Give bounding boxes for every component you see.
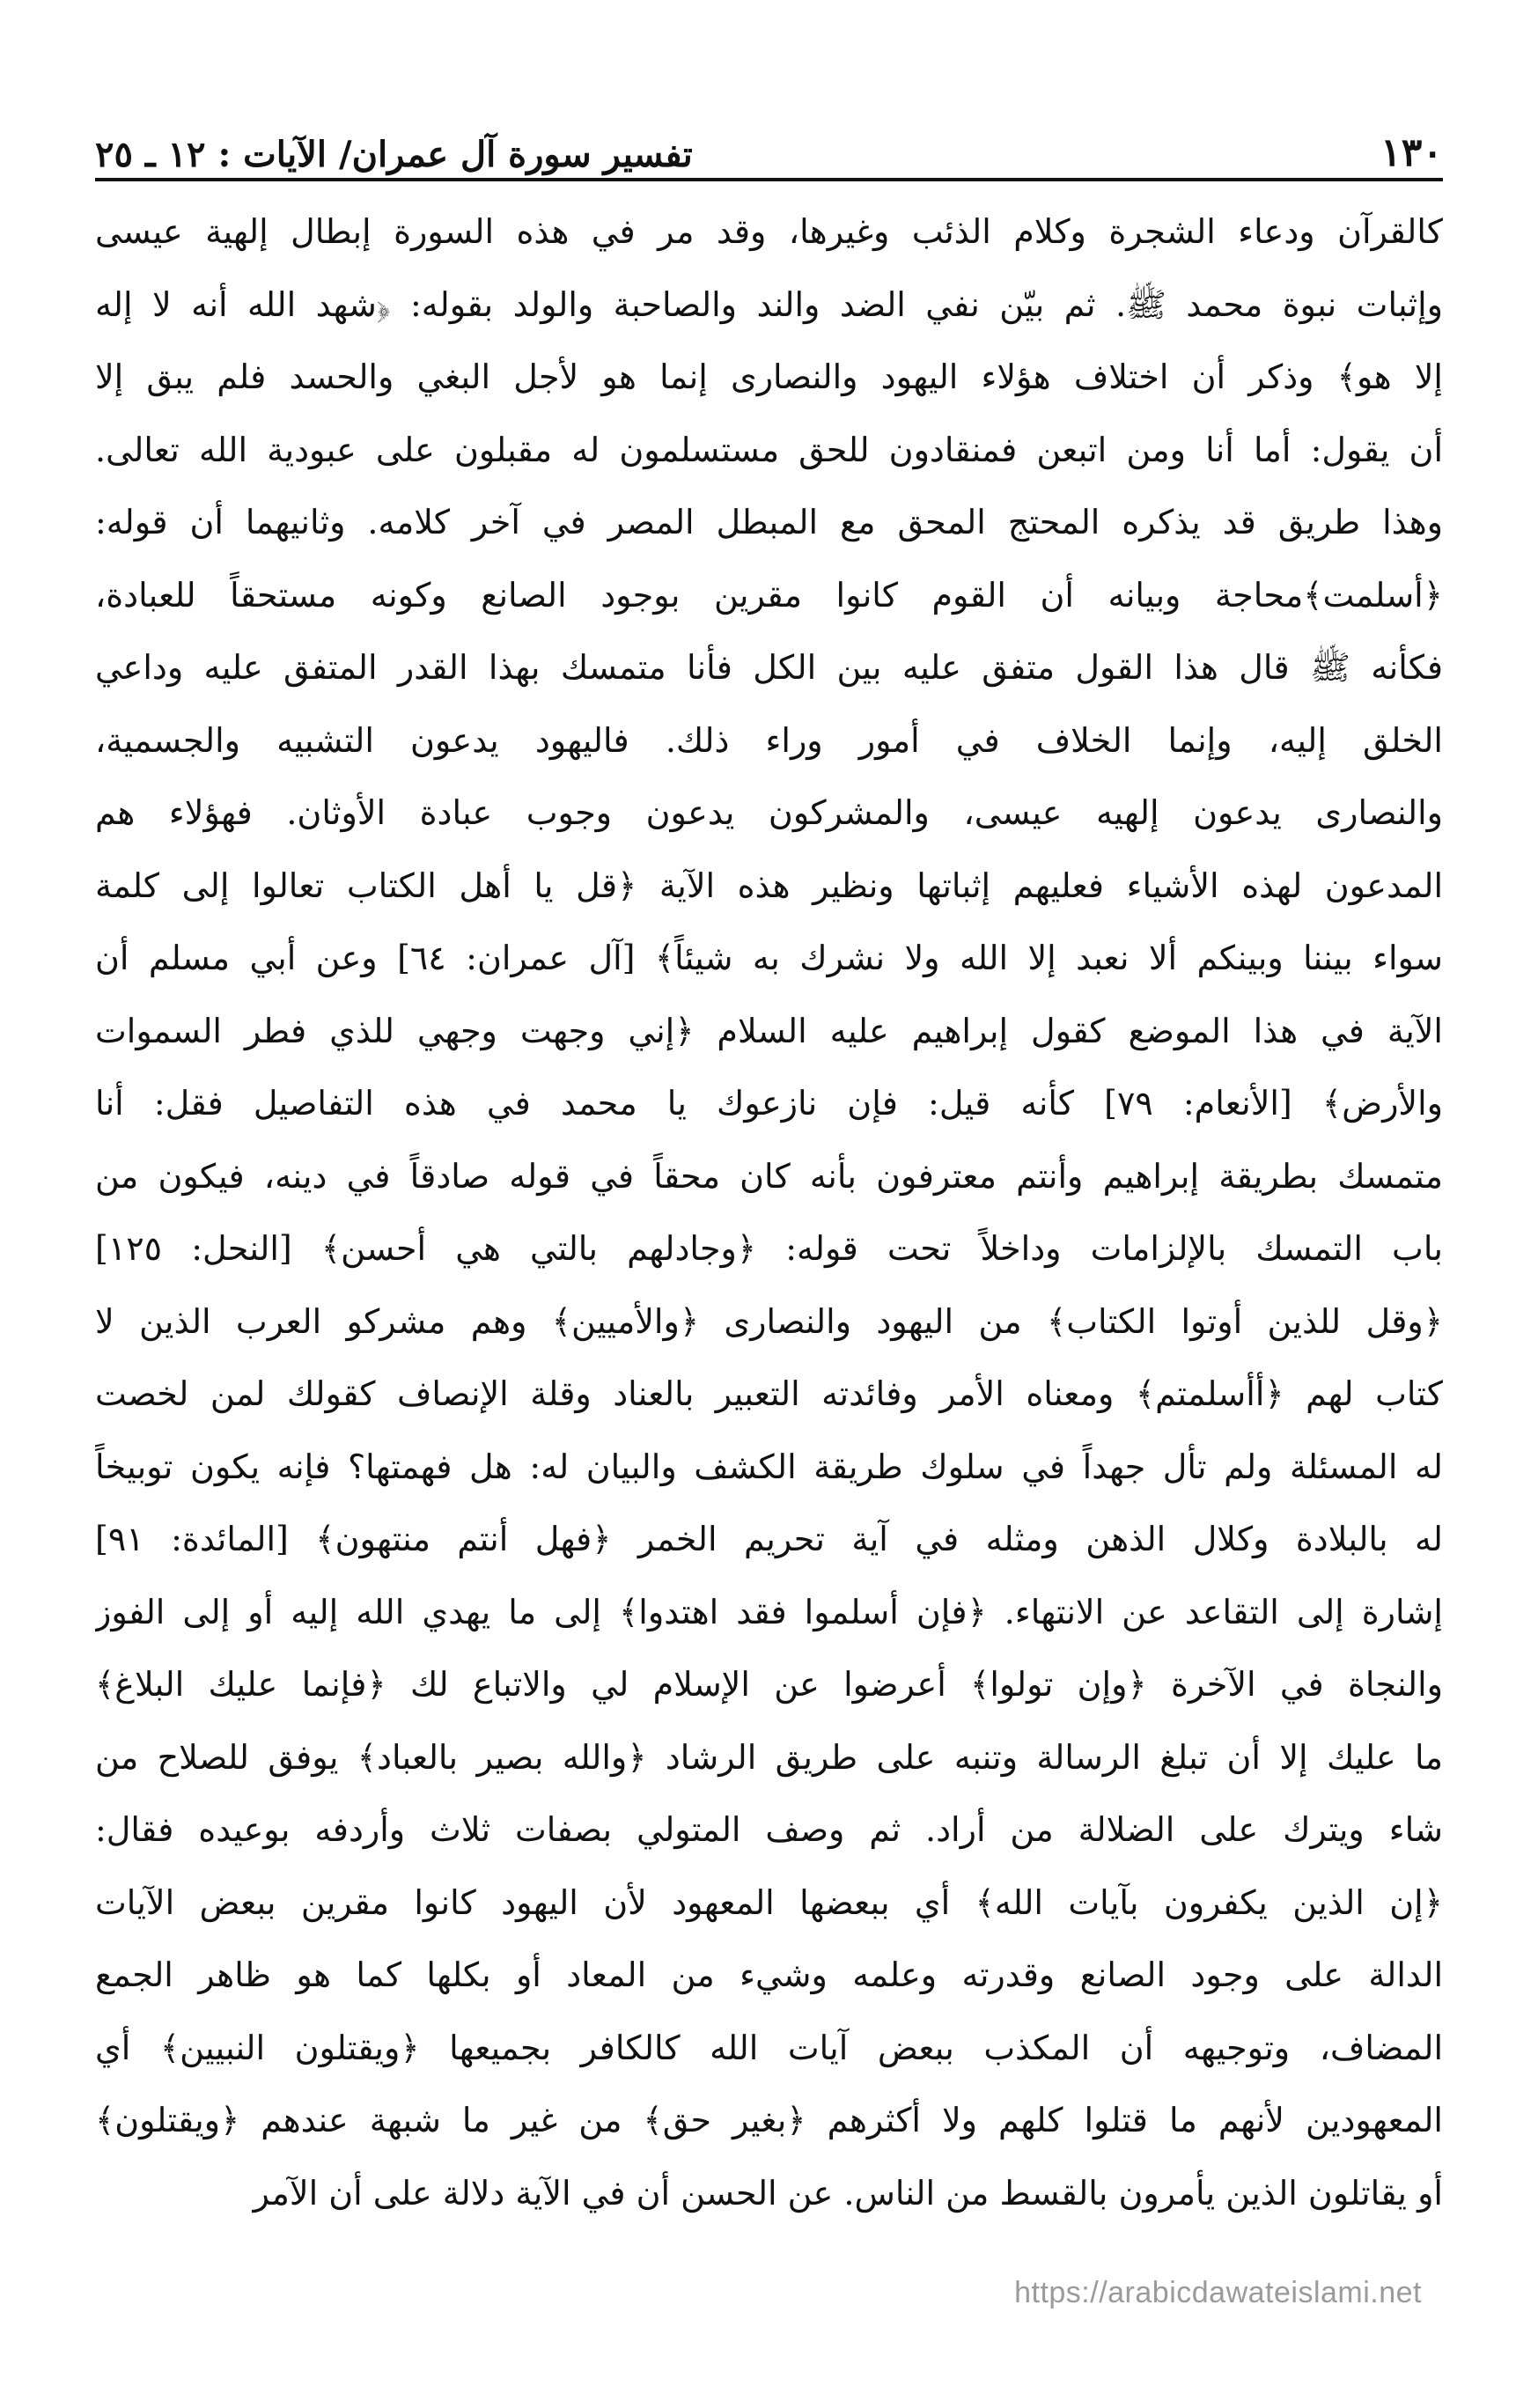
text-line: أن يقول: أما أنا ومن اتبعن فمنقادون للحق مستسلمون له مقبلون على عبودية الله تعالى. xyxy=(95,430,1443,469)
text-line: والنصارى يدعون إلهيه عيسى، والمشركون يدعون وجوب عبادة الأوثان. فهؤلاء هم xyxy=(95,793,1443,832)
running-title: تفسير سورة آل عمران/ الآيات : ١٢ ـ ٢٥ xyxy=(95,134,693,175)
running-header xyxy=(95,106,1443,173)
text-line: الدالة على وجود الصانع وقدرته وعلمه وشيء من المعاد أو بكلها كما هو ظاهر الجمع xyxy=(95,1955,1443,1994)
text-line: له المسئلة ولم تأل جهداً في سلوك طريقة الكشف والبيان له: هل فهمتها؟ فإنه يكون توبيخاً xyxy=(95,1447,1443,1486)
text-line: كتاب لهم ﴿أأسلمتم﴾ ومعناه الأمر وفائدته التعبير بالعناد وقلة الإنصاف كقولك لمن لخصت xyxy=(95,1374,1443,1413)
text-line: الآية في هذا الموضع كقول إبراهيم عليه السلام ﴿إني وجهت وجهي للذي فطر السموات xyxy=(95,1011,1443,1050)
text-line: إشارة إلى التقاعد عن الانتهاء. ﴿فإن أسلموا فقد اهتدوا﴾ إلى ما يهدي الله إليه أو إلى الفوز xyxy=(95,1592,1443,1631)
text-line: وهذا طريق قد يذكره المحتج المحق مع المبطل المصر في آخر كلامه. وثانيهما أن قوله: xyxy=(95,503,1443,541)
watermark-url: https://arabicdawateislami.net xyxy=(1014,2276,1422,2309)
text-line: ﴿أسلمت﴾محاجة وبيانه أن القوم كانوا مقرين بوجود الصانع وكونه مستحقاً للعبادة، xyxy=(95,575,1443,615)
text-line: ﴿إن الذين يكفرون بآيات الله﴾ أي ببعضها المعهود لأن اليهود كانوا مقرين ببعض الآيات xyxy=(95,1882,1443,1922)
text-line: كالقرآن ودعاء الشجرة وكلام الذئب وغيرها، وقد مر في هذه السورة إبطال إلهية عيسى xyxy=(95,212,1443,251)
text-line: له بالبلادة وكلال الذهن ومثله في آية تحريم الخمر ﴿فهل أنتم منتهون﴾ [المائدة: ٩١] xyxy=(95,1520,1443,1558)
text-line: والنجاة في الآخرة ﴿وإن تولوا﴾ أعرضوا عن الإسلام لي والاتباع لك ﴿فإنما عليك البلاغ﴾ xyxy=(95,1665,1443,1704)
page-number: ١٣٠ xyxy=(1380,130,1443,175)
text-line: شاء ويترك على الضلالة من أراد. ثم وصف المتولي بصفات ثلاث وأردفه بوعيده فقال: xyxy=(95,1810,1443,1849)
text-line: فكأنه ﷺ قال هذا القول متفق عليه بين الكل فأنا متمسك بهذا القدر المتفق عليه وداعي xyxy=(95,648,1443,687)
text-line: والأرض﴾ [الأنعام: ٧٩] كأنه قيل: فإن نازعوك يا محمد في هذه التفاصيل فقل: أنا xyxy=(95,1084,1443,1123)
text-line: ﴿وقل للذين أوتوا الكتاب﴾ من اليهود والنصارى ﴿والأميين﴾ وهم مشركو العرب الذين لا xyxy=(95,1301,1443,1341)
text-line: وإثبات نبوة محمد ﷺ. ثم بيّن نفي الضد والند والصاحبة والولد بقوله: ﴿شهد الله أنه لا إله xyxy=(95,284,1443,324)
text-line: متمسك بطريقة إبراهيم وأنتم معترفون بأنه كان محقاً في قوله صادقاً في دينه، فيكون من xyxy=(95,1156,1443,1196)
header-rule xyxy=(95,178,1443,181)
text-line: أو يقاتلون الذين يأمرون بالقسط من الناس. عن الحسن أن في الآية دلالة على أن الآمر xyxy=(253,2173,1443,2213)
text-line: الخلق إليه، وإنما الخلاف في أمور وراء ذلك. فاليهود يدعون التشبيه والجسمية، xyxy=(95,720,1443,760)
text-line: سواء بيننا وبينكم ألا نعبد إلا الله ولا نشرك به شيئاً﴾ [آل عمران: ٦٤] وعن أبي مسلم أن xyxy=(95,939,1443,977)
text-line: المعهودين لأنهم ما قتلوا كلهم ولا أكثرهم ﴿بغير حق﴾ من غير ما شبهة عندهم ﴿ويقتلون﴾ xyxy=(95,2101,1443,2139)
text-line: ما عليك إلا أن تبلغ الرسالة وتنبه على طريق الرشاد ﴿والله بصير بالعباد﴾ يوفق للصلاح من xyxy=(95,1737,1443,1777)
text-line: المضاف، وتوجيهه أن المكذب ببعض آيات الله كالكافر بجميعها ﴿ويقتلون النبيين﴾ أي xyxy=(95,2028,1443,2067)
body-text xyxy=(95,195,1443,2229)
text-line: إلا هو﴾ وذكر أن اختلاف هؤلاء اليهود والنصارى إنما هو لأجل البغي والحسد فلم يبق إلا xyxy=(95,357,1443,396)
text-line: المدعون لهذه الأشياء فعليهم إثباتها ونظير هذه الآية ﴿قل يا أهل الكتاب تعالوا إلى كلمة xyxy=(95,865,1443,905)
text-line: باب التمسك بالإلزامات وداخلاً تحت قوله: ﴿وجادلهم بالتي هي أحسن﴾ [النحل: ١٢٥] xyxy=(95,1229,1443,1268)
